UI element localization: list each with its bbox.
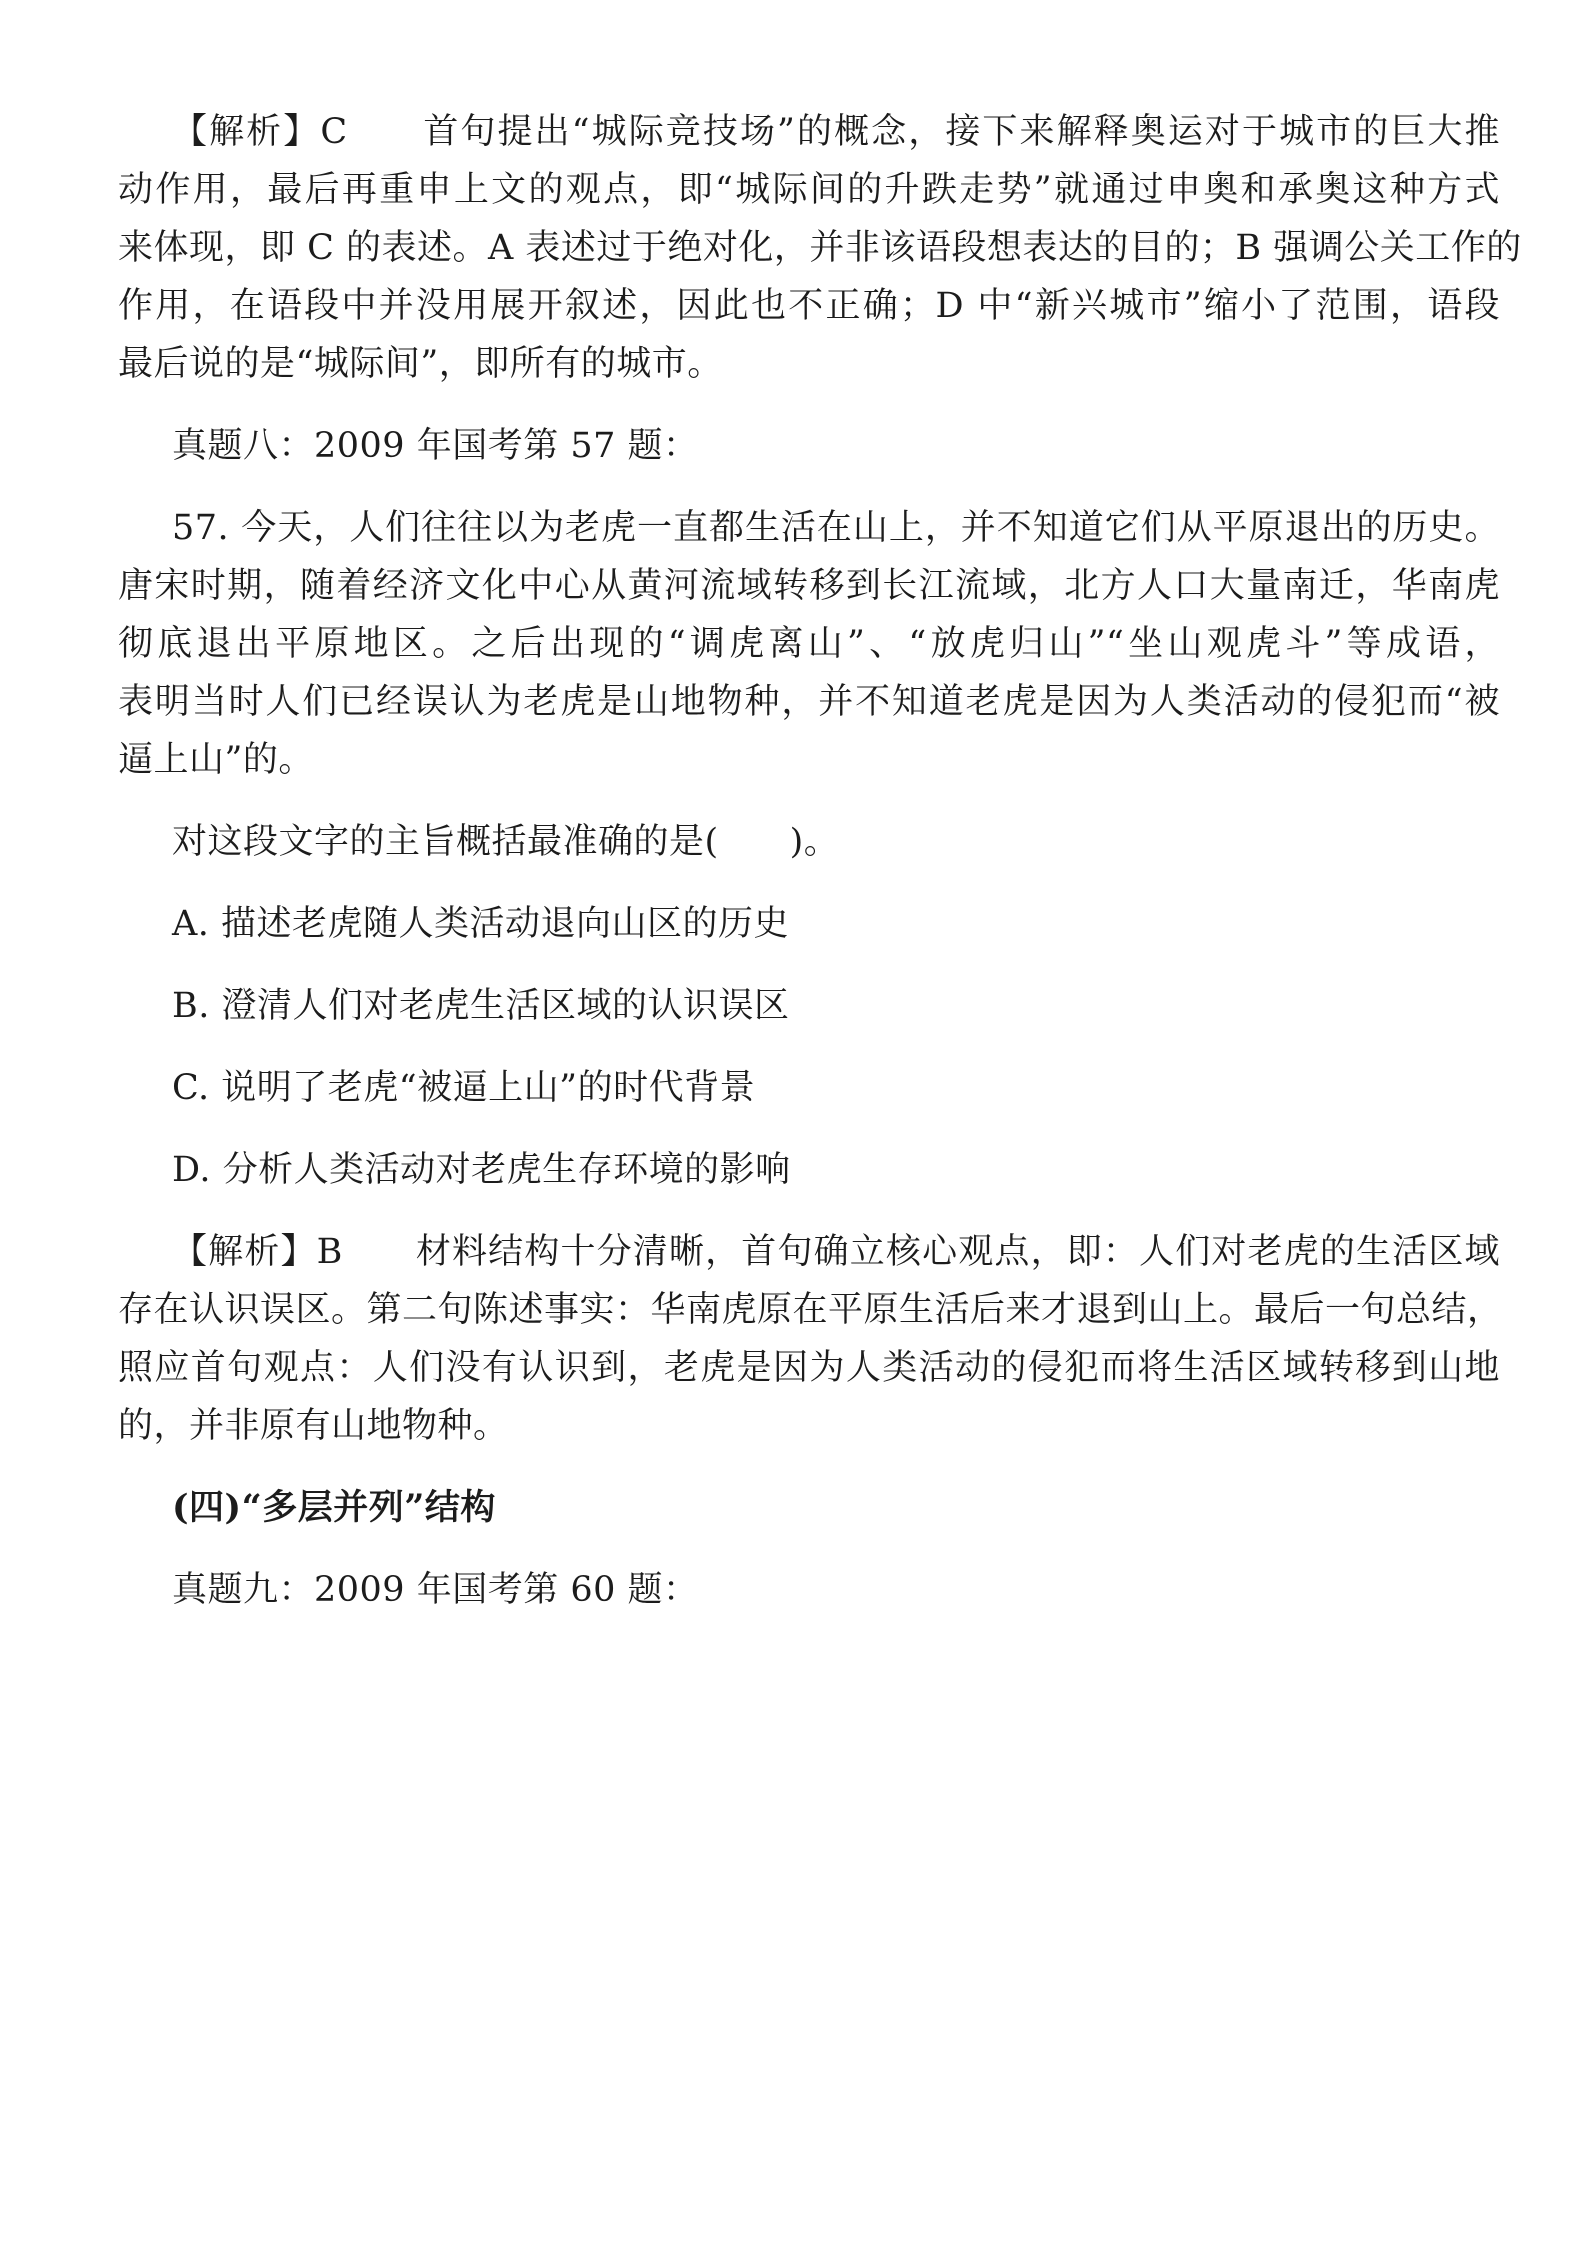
analysis-c-line-4: 作用，在语段中并没用展开叙述，因此也不正确；D 中“新兴城市”缩小了范围，语段 [118,286,1500,326]
analysis-c-line-3: 来体现，即 C 的表述。A 表述过于绝对化，并非该语段想表达的目的；B 强调公关工作的 [118,228,1522,268]
question-8-stem-line-2: 唐宋时期，随着经济文化中心从黄河流域转移到长江流域，北方人口大量南迁，华南虎 [118,566,1500,606]
analysis-b-line-4: 的，并非原有山地物种。 [118,1406,509,1446]
analysis-b-line-3: 照应首句观点：人们没有认识到，老虎是因为人类活动的侵犯而将生活区域转移到山地 [118,1348,1500,1388]
question-8-stem-line-1: 57. 今天，人们往往以为老虎一直都生活在山上，并不知道它们从平原退出的历史。 [172,508,1500,548]
question-8-stem-line-4: 表明当时人们已经误认为老虎是山地物种，并不知道老虎是因为人类活动的侵犯而“被 [118,682,1500,722]
question-8-prompt: 对这段文字的主旨概括最准确的是( )。 [172,822,840,862]
question-8-title: 真题八：2009 年国考第 57 题： [172,426,699,466]
option-d: D. 分析人类活动对老虎生存环境的影响 [172,1150,791,1190]
option-c: C. 说明了老虎“被逼上山”的时代背景 [172,1068,756,1108]
option-a: A. 描述老虎随人类活动退向山区的历史 [172,904,790,944]
option-b: B. 澄清人们对老虎生活区域的认识误区 [172,986,790,1026]
analysis-b-line-1: 【解析】B 材料结构十分清晰，首句确立核心观点，即：人们对老虎的生活区域 [172,1232,1500,1272]
analysis-b-line-2: 存在认识误区。第二句陈述事实：华南虎原在平原生活后来才退到山上。最后一句总结， [118,1290,1503,1330]
analysis-c-line-5: 最后说的是“城际间”，即所有的城市。 [118,344,723,384]
section-4-heading: (四)“多层并列”结构 [172,1487,496,1528]
analysis-c-line-1: 【解析】C 首句提出“城际竞技场”的概念，接下来解释奥运对于城市的巨大推 [172,112,1500,152]
question-8-stem-line-5: 逼上山”的。 [118,740,314,780]
question-8-stem-line-3: 彻底退出平原地区。之后出现的“调虎离山”、“放虎归山”“坐山观虎斗”等成语， [118,624,1500,664]
question-9-title: 真题九：2009 年国考第 60 题： [172,1570,699,1610]
analysis-c-line-2: 动作用，最后再重申上文的观点，即“城际间的升跌走势”就通过申奥和承奥这种方式 [118,170,1500,210]
